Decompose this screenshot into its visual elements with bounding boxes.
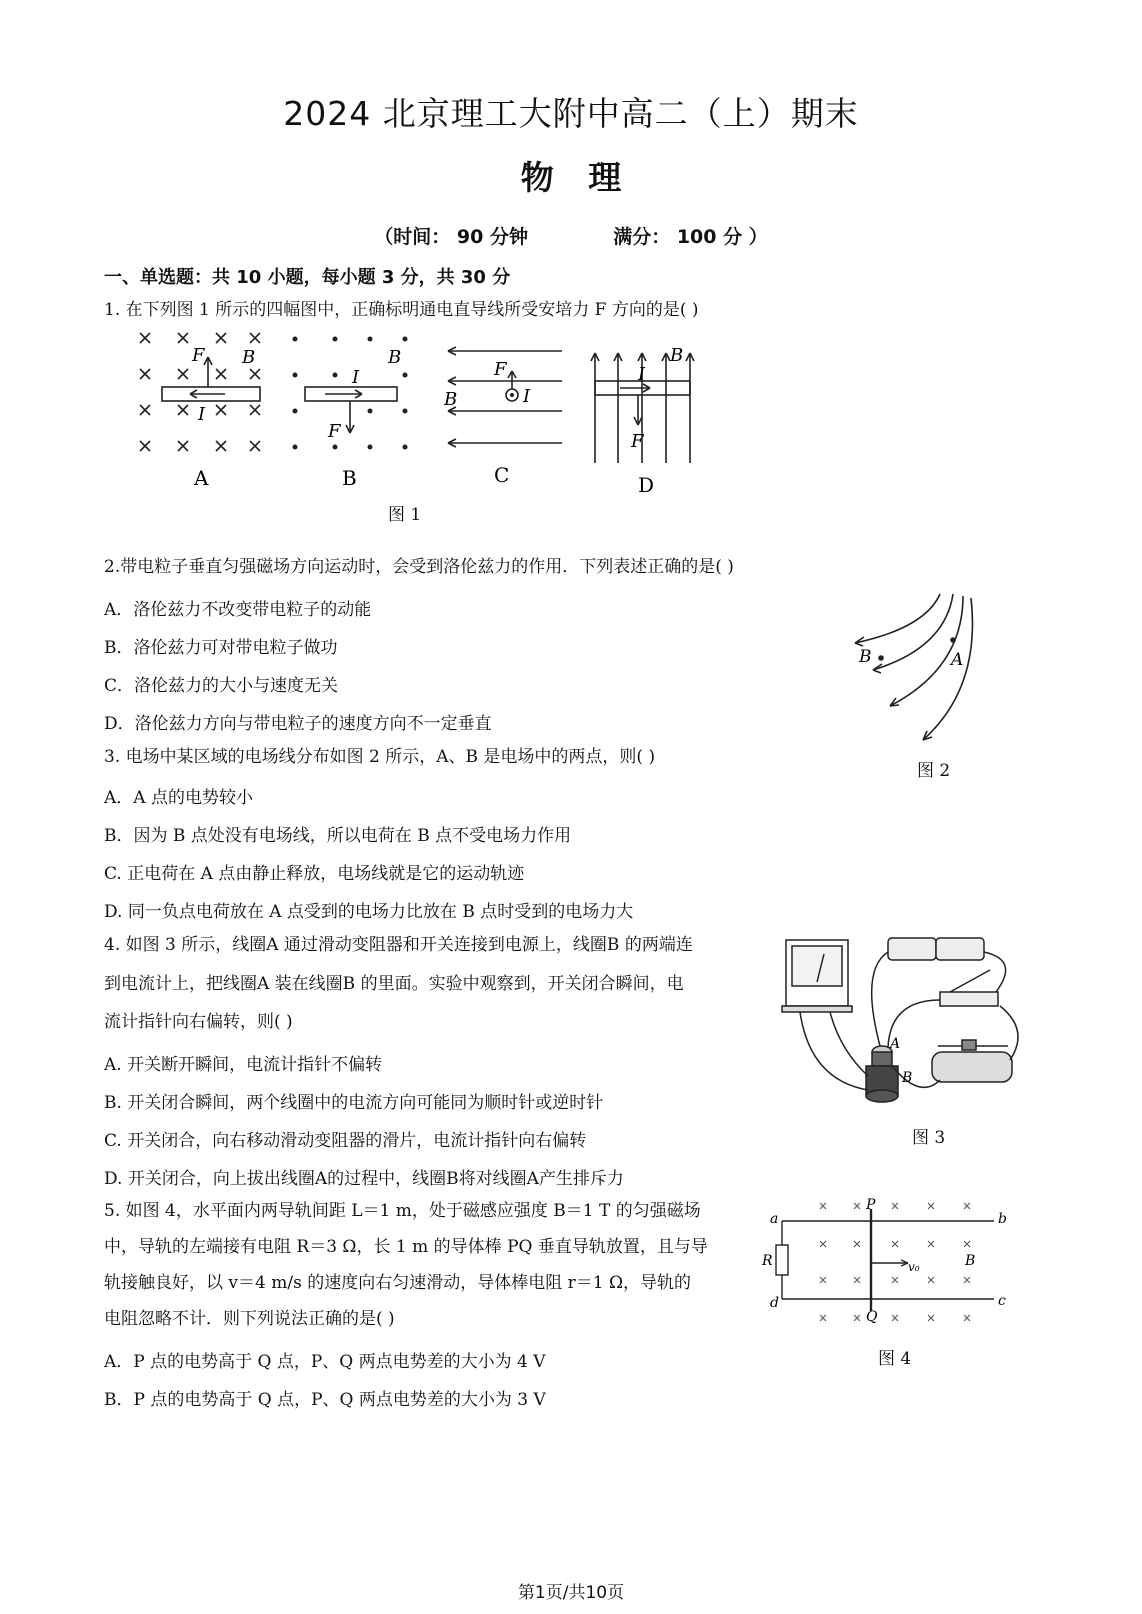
question-5-option-a: A．P 点的电势高于 Q 点，P、Q 两点电势差的大小为 4 V xyxy=(104,1352,546,1372)
panel-c-f-label: F xyxy=(494,359,507,380)
question-4-option-a: A. 开关断开瞬间，电流计指针不偏转 xyxy=(104,1055,383,1075)
figure-1 xyxy=(130,325,730,495)
question-3-option-d: D. 同一负点电荷放在 A 点受到的电场力比放在 B 点时受到的电场力大 xyxy=(104,902,634,922)
question-5-line-3: 轨接触良好，以 v＝4 m/s 的速度向右匀速滑动，导体棒电阻 r＝1 Ω，导轨的 xyxy=(104,1273,692,1293)
question-5-option-b: B．P 点的电势高于 Q 点，P、Q 两点电势差的大小为 3 V xyxy=(104,1390,546,1410)
figure-4-label-d: d xyxy=(770,1295,779,1311)
question-3-option-a: A．A 点的电势较小 xyxy=(104,788,253,808)
section-heading: 一、单选题：共 10 小题，每小题 3 分，共 30 分 xyxy=(104,267,511,288)
panel-a-label: A xyxy=(194,466,209,490)
exam-info xyxy=(0,222,1142,249)
question-2-option-b: B．洛伦兹力可对带电粒子做功 xyxy=(104,638,338,658)
panel-a-f-label: F xyxy=(192,345,205,366)
subject-text: 物 理 xyxy=(520,158,622,197)
question-3-text: 3. 电场中某区域的电场线分布如图 2 所示，A、B 是电场中的两点，则( ) xyxy=(104,747,656,767)
figure-4-label-p: P xyxy=(866,1197,876,1213)
figure-3-caption: 图 3 xyxy=(912,1128,946,1148)
figure-4-label-b: b xyxy=(998,1211,1007,1227)
question-3-option-b: B．因为 B 点处没有电场线，所以电荷在 B 点不受电场力作用 xyxy=(104,826,572,846)
question-4-line-1: 4. 如图 3 所示，线圈A 通过滑动变阻器和开关连接到电源上，线圈B 的两端连 xyxy=(104,935,693,955)
question-4-option-b: B. 开关闭合瞬间，两个线圈中的电流方向可能同为顺时针或逆时针 xyxy=(104,1093,604,1113)
time-info: （时间： 90 分钟 xyxy=(374,226,528,248)
subject-title xyxy=(0,152,1142,199)
panel-b-b-label: B xyxy=(388,347,402,368)
figure-2-label-a: A xyxy=(951,650,964,670)
question-5-line-2: 中，导轨的左端接有电阻 R＝3 Ω，长 1 m 的导体棒 PQ 垂直导轨放置，且与导 xyxy=(104,1237,708,1257)
question-3-option-c: C. 正电荷在 A 点由静止释放，电场线就是它的运动轨迹 xyxy=(104,864,525,884)
figure-1-caption: 图 1 xyxy=(388,505,422,525)
panel-d-i-label: I xyxy=(638,364,646,385)
figure-4 xyxy=(758,1195,1018,1337)
figure-3 xyxy=(780,930,1040,1110)
figure-3-label-b: B xyxy=(902,1070,913,1086)
figure-2 xyxy=(845,588,985,748)
figure-2-label-b: B xyxy=(859,647,872,667)
question-4-line-2: 到电流计上，把线圈A 装在线圈B 的里面。实验中观察到，开关闭合瞬间，电 xyxy=(104,974,684,994)
panel-a-b-label: B xyxy=(242,347,256,368)
panel-a-i-label: I xyxy=(198,404,206,425)
panel-c-b-label: B xyxy=(444,389,458,410)
question-4-line-3: 流计指针向右偏转，则( ) xyxy=(104,1012,293,1032)
figure-4-label-a: a xyxy=(770,1211,779,1227)
question-1-text: 1. 在下列图 1 所示的四幅图中，正确标明通电直导线所受安培力 F 方向的是( ) xyxy=(104,300,699,320)
panel-c-label: C xyxy=(494,463,510,487)
score-info: 满分： 100 分 ） xyxy=(613,226,768,248)
panel-c-i-label: I xyxy=(523,386,531,407)
panel-b-i-label: I xyxy=(352,367,360,388)
question-4-option-c: C. 开关闭合，向右移动滑动变阻器的滑片，电流计指针向右偏转 xyxy=(104,1131,587,1151)
question-2-text: 2.带电粒子垂直匀强磁场方向运动时，会受到洛伦兹力的作用．下列表述正确的是( ) xyxy=(104,557,734,577)
page-number: 第1页/共10页 xyxy=(517,1583,625,1603)
panel-b-label: B xyxy=(342,466,357,490)
question-5-line-1: 5. 如图 4，水平面内两导轨间距 L＝1 m，处于磁感应强度 B＝1 T 的匀强磁场 xyxy=(104,1201,701,1221)
figure-3-label-a: A xyxy=(890,1036,901,1052)
figure-4-label-q: Q xyxy=(866,1309,878,1325)
figure-4-label-field: B xyxy=(965,1253,976,1269)
panel-d-f-label: F xyxy=(631,431,644,452)
question-2-option-d: D．洛伦兹力方向与带电粒子的速度方向不一定垂直 xyxy=(104,714,492,734)
figure-2-caption: 图 2 xyxy=(917,761,951,781)
page-title: 2024 北京理工大附中高二（上）期末 xyxy=(283,94,859,133)
question-2-option-a: A．洛伦兹力不改变带电粒子的动能 xyxy=(104,600,372,620)
question-4-option-d: D. 开关闭合，向上拔出线圈A的过程中，线圈B将对线圈A产生排斥力 xyxy=(104,1169,624,1189)
panel-b-f-label: F xyxy=(328,421,341,442)
question-2-option-c: C．洛伦兹力的大小与速度无关 xyxy=(104,676,339,696)
figure-4-label-c: c xyxy=(998,1293,1006,1309)
panel-d-label: D xyxy=(638,473,655,495)
figure-4-label-v: v₀ xyxy=(908,1260,920,1274)
question-5-line-4: 电阻忽略不计．则下列说法正确的是( ) xyxy=(104,1309,395,1329)
figure-4-label-r: R xyxy=(762,1253,773,1269)
panel-d-b-label: B xyxy=(670,345,684,366)
figure-4-caption: 图 4 xyxy=(878,1349,912,1369)
